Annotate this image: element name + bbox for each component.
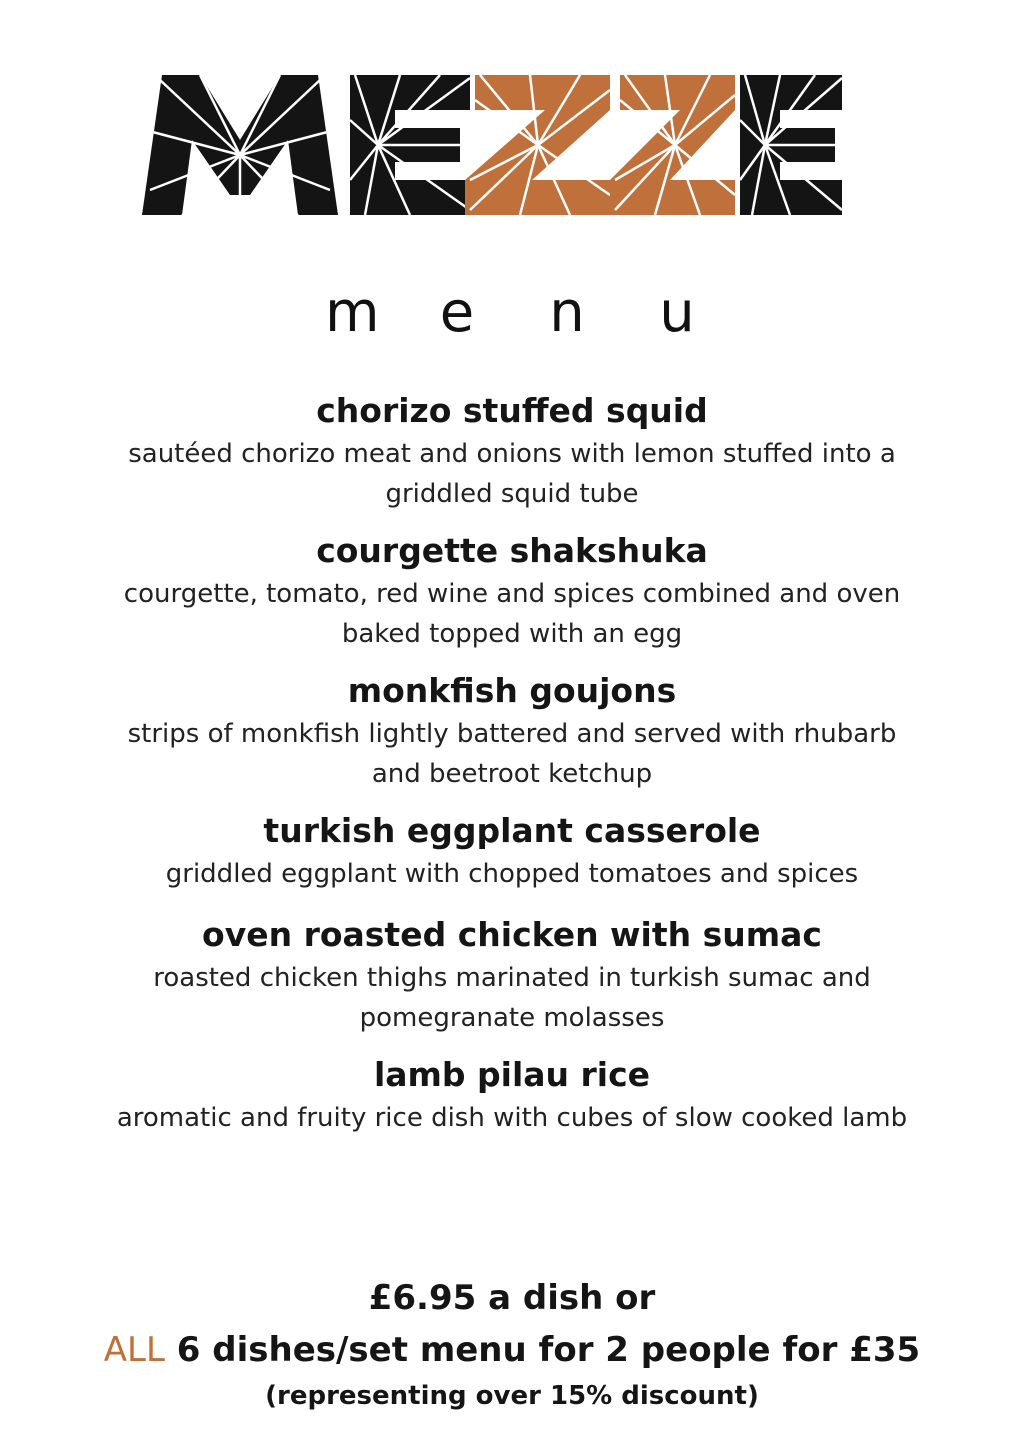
- subtitle-letter: m: [325, 280, 380, 345]
- dish-name: turkish eggplant casserole: [263, 811, 761, 850]
- logo-letter-z2: [610, 75, 735, 215]
- dish-list: [0, 388, 1024, 1138]
- dish-description: courgette, tomato, red wine and spices combined and oven baked topped with an egg: [123, 579, 901, 649]
- subtitle-letter: n: [549, 280, 585, 345]
- dish-item: [0, 668, 1024, 794]
- menu-subtitle: [0, 278, 1024, 348]
- subtitle-letter: u: [659, 280, 695, 345]
- all-highlight: ALL: [103, 1330, 165, 1370]
- dish-item: [0, 808, 1024, 894]
- logo-letter-m: [142, 75, 338, 218]
- price-per-dish: £6.95 a dish or: [368, 1278, 656, 1318]
- dish-description: aromatic and fruity rice dish with cubes of slow cooked lamb: [116, 1103, 908, 1133]
- dish-item: [0, 528, 1024, 654]
- logo-letter-z1: [465, 75, 610, 215]
- dish-item: [0, 912, 1024, 1038]
- dish-name: monkfish goujons: [347, 671, 677, 710]
- logo-letter-e: [350, 75, 470, 215]
- dish-name: lamb pilau rice: [373, 1055, 651, 1094]
- dish-description: griddled eggplant with chopped tomatoes and spices: [165, 859, 859, 889]
- dish-name: oven roasted chicken with sumac: [202, 915, 822, 954]
- set-menu-text: 6 dishes/set menu for 2 people for £35: [164, 1330, 921, 1370]
- set-menu-offer: [0, 1324, 1024, 1376]
- discount-note: (representing over 15% discount): [265, 1381, 759, 1411]
- mezze-logo: [140, 70, 845, 220]
- dish-item: [0, 1052, 1024, 1138]
- dish-description: sautéed chorizo meat and onions with lemon stuffed into a griddled squid tube: [128, 439, 896, 509]
- pricing-block: [0, 1272, 1024, 1416]
- subtitle-letter: e: [439, 280, 475, 345]
- dish-description: strips of monkfish lightly battered and served with rhubarb and beetroot ketchup: [127, 719, 897, 789]
- dish-item: [0, 388, 1024, 514]
- dish-description: roasted chicken thighs marinated in turkish sumac and pomegranate molasses: [153, 963, 871, 1033]
- dish-name: chorizo stuffed squid: [316, 391, 708, 430]
- logo-letter-e2: [740, 75, 842, 215]
- dish-name: courgette shakshuka: [316, 531, 708, 570]
